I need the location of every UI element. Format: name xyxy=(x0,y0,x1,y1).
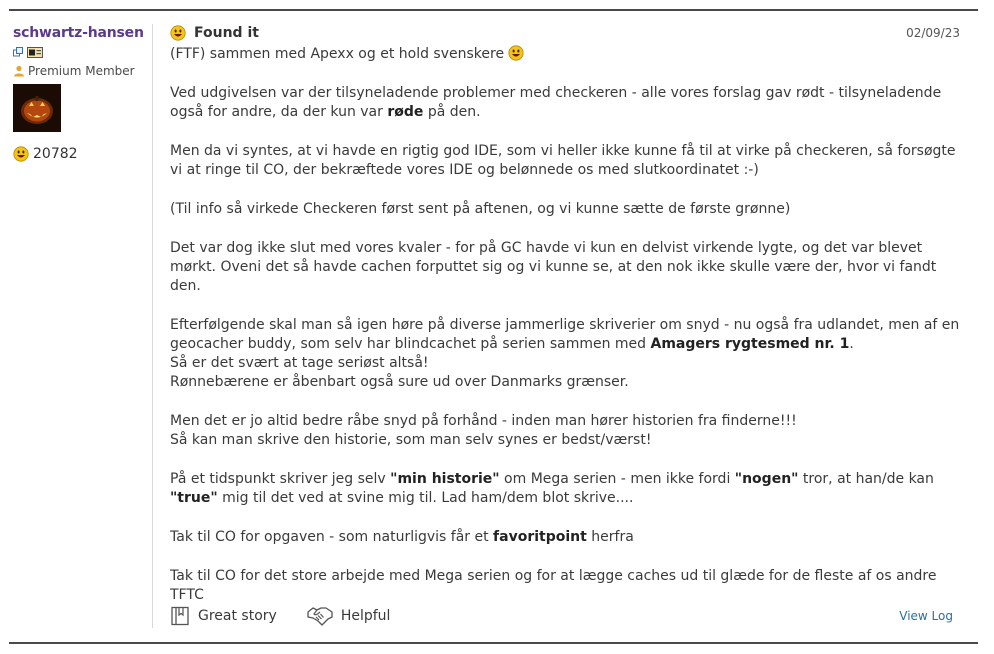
smiley-icon xyxy=(13,146,29,162)
handshake-icon xyxy=(307,605,333,627)
log-paragraph: Efterfølgende skal man så igen høre på diverse jammerlige skriverier om snyd - nu også fra udlandet, men af en geocacher buddy, som selv har blindcachet på serien sammen med Amagers rygtesmed nr. 1. Så er det svært at tage seriøst altså! Rønnebærene er åbenbart også sure ud over Danmarks grænser. xyxy=(170,317,960,390)
log-content xyxy=(170,24,960,625)
smiley-icon xyxy=(508,45,524,61)
log-paragraph: (Til info så virkede Checkeren først sent på aftenen, og vi kunne sætte de første grønne) xyxy=(170,201,791,217)
log-text xyxy=(170,45,960,605)
log-type: Found it xyxy=(194,25,259,41)
bottom-separator xyxy=(9,642,978,644)
user-badges xyxy=(13,46,148,58)
log-paragraph: Det var dog ikke slut med vores kvaler - for på GC havde vi kun en delvist virkende lygte, og det var blevet mørkt. Oveni det så havde cachen forputtet sig og vi kunne se, at den nok ikke skulle være der, hvor vi fandt den. xyxy=(170,240,937,294)
membership-text: Premium Member xyxy=(28,64,135,78)
column-divider xyxy=(152,24,153,628)
person-icon xyxy=(13,65,25,77)
log-paragraph: Men det er jo altid bedre råbe snyd på forhånd - inden man hører historien fra finderne!!! Så kan man skrive den historie, som man selv synes er bedst/værst! xyxy=(170,413,797,448)
log-header xyxy=(170,24,960,42)
id-card-badge-icon xyxy=(27,47,43,58)
log-paragraph: Tak til CO for opgaven - som naturligvis får et favoritpoint herfra xyxy=(170,529,634,545)
log-paragraph: Tak til CO for det store arbejde med Mega serien og for at lægge caches ud til glæde for de fleste af os andre TFTC xyxy=(170,568,937,603)
log-paragraph: (FTF) sammen med Apexx og et hold svenskere xyxy=(170,45,960,64)
username-link[interactable]: schwartz-hansen xyxy=(13,25,144,41)
great-story-label: Great story xyxy=(198,608,277,624)
finds-number: 20782 xyxy=(33,146,78,162)
helpful-label: Helpful xyxy=(340,608,391,624)
finds-count xyxy=(13,146,148,162)
helpful-button[interactable] xyxy=(307,605,391,627)
user-sidebar xyxy=(13,24,148,162)
log-paragraph: Ved udgivelsen var der tilsyneladende problemer med checkeren - alle vores forslag gav rødt - tilsyneladende også for andre, da der kun var røde på den. xyxy=(170,85,942,120)
log-footer xyxy=(170,604,953,628)
great-story-button[interactable] xyxy=(170,606,277,626)
view-log-link[interactable]: View Log xyxy=(899,609,953,623)
avatar[interactable] xyxy=(13,84,61,132)
log-paragraph: Men da vi syntes, at vi havde en rigtig god IDE, som vi heller ikke kunne få til at virke på checkeren, så forsøgte vi at ringe til CO, der bekræftede vores IDE og belønnede os med slutkoordinatet :-) xyxy=(170,143,956,178)
log-date: 02/09/23 xyxy=(906,26,960,40)
link-badge-icon xyxy=(13,47,23,57)
top-separator xyxy=(9,9,978,11)
book-icon xyxy=(170,606,190,626)
log-paragraph: På et tidspunkt skriver jeg selv "min historie" om Mega serien - men ikke fordi "nogen" tror, at han/de kan "true" mig til det ved at svine mig til. Lad ham/dem blot skrive.... xyxy=(170,471,934,506)
smiley-icon xyxy=(170,25,186,41)
membership-label xyxy=(13,64,148,78)
